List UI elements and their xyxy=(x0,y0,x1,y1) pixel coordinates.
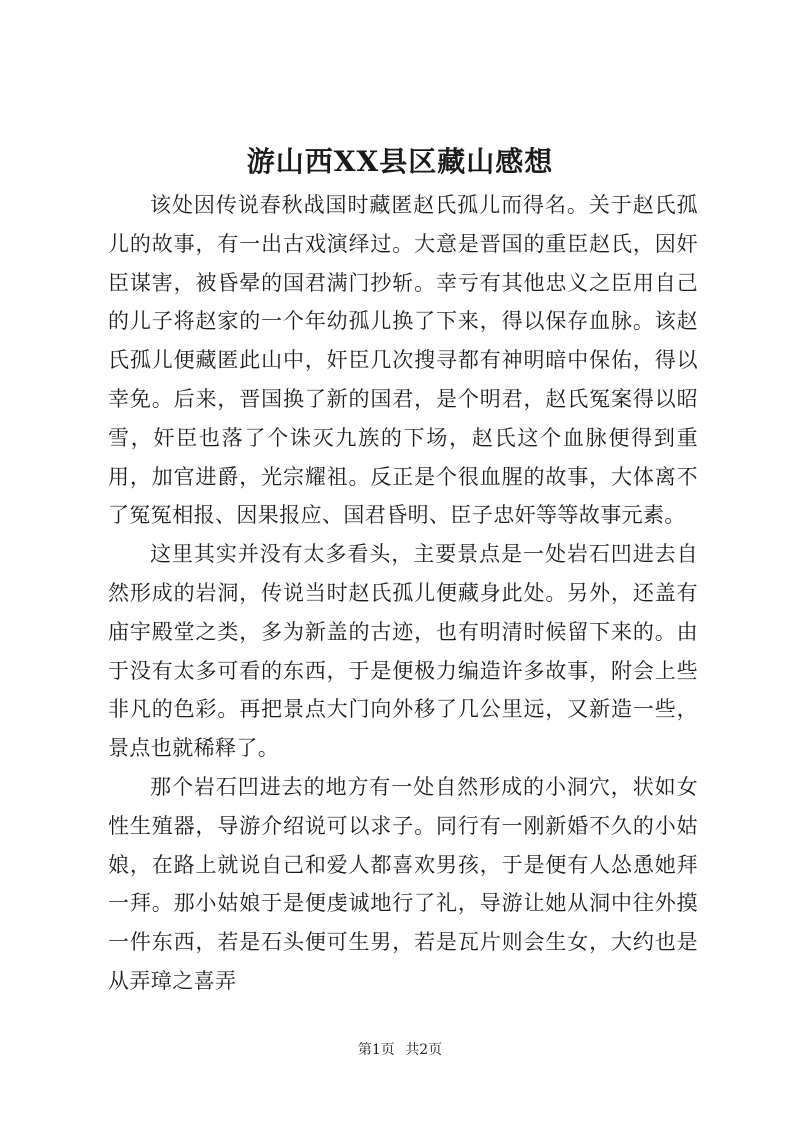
page-total: 共2页 xyxy=(405,1042,443,1058)
paragraph: 该处因传说春秋战国时藏匿赵氏孤儿而得名。关于赵氏孤儿的故事，有一出古戏演绎过。大意是晋国的重臣赵氏，因奸臣谋害，被昏晕的国君满门抄斩。幸亏有其他忠义之臣用自己的儿子将赵家的一个年幼孤儿换了下来，得以保存血脉。该赵氏孤儿便藏匿此山中，奸臣几次搜寻都有神明暗中保佑，得以幸免。后来，晋国换了新的国君，是个明君，赵氏冤案得以昭雪，奸臣也落了个诛灭九族的下场，赵氏这个血脉便得到重用，加官进爵，光宗耀祖。反正是个很血腥的故事，大体离不了冤冤相报、因果报应、国君昏明、臣子忠奸等等故事元素。 xyxy=(108,193,698,528)
page-footer xyxy=(0,1040,800,1060)
document-body xyxy=(108,186,698,1001)
document-title: 游山西XX县区藏山感想 xyxy=(246,145,554,178)
paragraph: 那个岩石凹进去的地方有一处自然形成的小洞穴，状如女性生殖器，导游介绍说可以求子。同行有一刚新婚不久的小姑娘，在路上就说自己和爱人都喜欢男孩，于是便有人怂恿她拜一拜。那小姑娘于是便虔诚地行了礼，导游让她从洞中往外摸一件东西，若是石头便可生男，若是瓦片则会生女，大约也是从弄璋之喜弄 xyxy=(108,774,698,993)
paragraph: 这里其实并没有太多看头，主要景点是一处岩石凹进去自然形成的岩洞，传说当时赵氏孤儿便藏身此处。另外，还盖有庙宇殿堂之类，多为新盖的古迹，也有明清时候留下来的。由于没有太多可看的东西，于是便极力编造许多故事，附会上些非凡的色彩。再把景点大门向外移了几公里远，又新造一些，景点也就稀释了。 xyxy=(108,542,698,761)
page-number: 第1页 xyxy=(357,1042,395,1058)
